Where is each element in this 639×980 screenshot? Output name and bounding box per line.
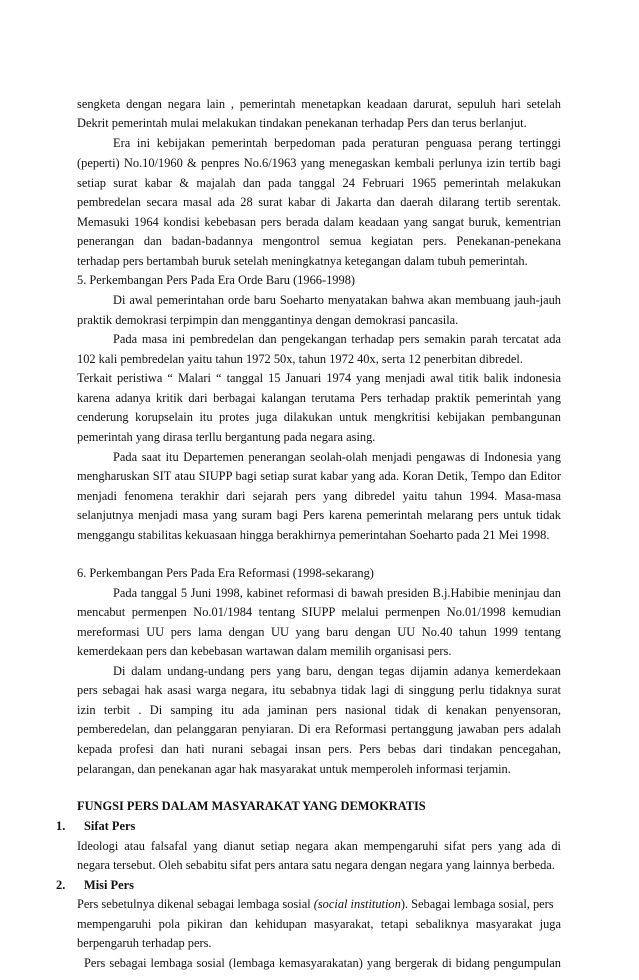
text-line: setiap surat kabar & majalah dan pada tanggal 24 Februari 1965 pemerintah melakukan [77,176,561,190]
text-line: pelarangan, dan penekanan agar hak masyarakat untuk memperoleh informasi terjamin. [77,762,511,776]
section-heading-reformasi: 6. Perkembangan Pers Pada Era Reformasi (1998-sekarang) [77,566,374,580]
list-number: 1. [56,819,66,833]
italic-term: (social institution [313,897,401,911]
text-line: sengketa dengan negara lain , pemerintah menetapkan keadaan darurat, sepuluh hari setelah [77,97,561,111]
text-line: Memasuki 1964 kondisi kebebasan pers berada dalam keadaan yang sangat buruk, kementrian [77,215,561,229]
text-line: negara tersebut. Oleh sebabitu sifat pers antara satu negara dengan negara yang lainnya berbeda. [77,858,555,872]
text-line: Dekrit pemerintah mulai melakukan tindakan penekanan terhadap Pers dan terus berlanjut. [77,116,527,130]
text-line: mempengaruhi pola pikiran dan kehidupan masyarakat, tetapi sebaliknya masyarakat juga [77,917,561,931]
text-line: Era ini kebijakan pemerintah berpedoman pada peraturan penguasa perang tertinggi [113,136,561,150]
text-line: (peperti) No.10/1960 & penpres No.6/1963 yang menegaskan kembali perlunya izin tertib bagi [77,156,561,170]
text-line: berpengaruh terhadap pers. [77,936,212,950]
text-line: kepada profesi dan hati nurani sebagai insan pers. Pers bebas dari tindakan pencegahan, [77,742,561,756]
subheading-misi-pers: Misi Pers [84,878,134,892]
text-line: pers sebagai hak asasi warga negara, itu sebabnya tidak lagi di singgung perlu tidaknya surat [77,683,561,697]
text-line: pemberedelan, dan pelanggaran penyiaran. Di era Reformasi pertanggung jawaban pers adalah [77,722,561,736]
text-line: karena adanya kritik dari berbagai kalangan terutama Pers terhadap praktik pemerintah yang [77,391,561,405]
text-line: Ideologi atau falsafal yang dianut setiap negara akan mempengaruhi sifat pers yang ada di [77,839,561,853]
text-line: menjadi fenomena terakhir dari sejarah pers yang dibredel yaitu tahun 1994. Masa-masa [77,489,561,503]
list-number: 2. [56,878,66,892]
text-line: Di awal pemerintahan orde baru Soeharto menyatakan bahwa akan membuang jauh-jauh [113,293,561,307]
text-line: mereformasi UU pers lama dengan UU yang baru dengan UU No.40 tahun 1999 tentang [77,625,561,639]
text-line: 102 kali pembredelan yaitu tahun 1972 50x, tahun 1972 40x, serta 12 penerbitan dibredel. [77,352,523,366]
text-line: izin terbit . Di samping itu ada jaminan pers nasional tidak di kenakan penyensoran, [77,703,561,717]
section-heading-fungsi-pers: FUNGSI PERS DALAM MASYARAKAT YANG DEMOKRATIS [77,799,426,813]
text-line: kemerdekaan pers dan kebebasan wartawan dalam memilih organisasi pers. [77,644,452,658]
section-heading-orde-baru: 5. Perkembangan Pers Pada Era Orde Baru (1966-1998) [77,273,356,287]
text-line: Di dalam undang-undang pers yang baru, dengan tegas dijamin adanya kemerdekaan [113,664,561,678]
text-line: Pada masa ini pembredelan dan pengekangan terhadap pers semakin parah tercatat ada [113,332,561,346]
text-line: mengharuskan SIT atau SIUPP bagi setiap surat kabar yang ada. Koran Detik, Tempo dan Editor [77,469,561,483]
subheading-sifat-pers: Sifat Pers [84,819,136,833]
text-line: selanjutnya menjadi masa yang suram bagi Pers karena pemerintah melarang pers untuk tidak [77,508,561,522]
text-line: penerangan dan badan-badannya mengontrol semua kegiatan pers. Penekanan-penekana [77,234,561,248]
text-line: cenderung korupselain itu protes juga dilakukan untuk mengkritisi kebijakan pembangunan [77,410,561,424]
text-line: Pada saat itu Departemen penerangan seolah-olah menjadi pengawas di Indonesia yang [113,450,561,464]
text-line: pemerintah yang dirasa terllu bergantung pada negara asing. [77,430,376,444]
text-segment: Pers sebetulnya dikenal sebagai lembaga sosial [77,897,314,911]
text-line: praktik demokrasi terpimpin dan menggantinya dengan demokrasi pancasila. [77,313,459,327]
text-line: Pada tanggal 5 Juni 1998, kabinet reformasi di bawah presiden B.j.Habibie meninjau dan [113,586,561,600]
text-line: terhadap pers bertambah buruk setelah meningkatnya ketegangan dalam tubuh pemerintah. [77,254,528,268]
text-line: Pers sebagai lembaga sosial (lembaga kemasyarakatan) yang bergerak di bidang pengumpulan [84,956,561,970]
text-line: mencabut permenpen No.01/1984 tentang SIUPP melalui permenpen No.01/1998 kemudian [77,605,561,619]
text-segment: ). Sebagai lembaga sosial, pers [400,897,554,911]
text-line: pembredelan secara masal ada 28 surat kabar di Jakarta dan daerah dilarang tertib serentak. [77,195,561,209]
text-line: Terkait peristiwa “ Malari “ tanggal 15 Januari 1974 yang menjadi awal titik balik indonesia [77,371,561,385]
text-line: menggangu stabilitas kekuasaan hingga berakhirnya pemerintahan Soeharto pada 21 Mei 1998. [77,528,550,542]
